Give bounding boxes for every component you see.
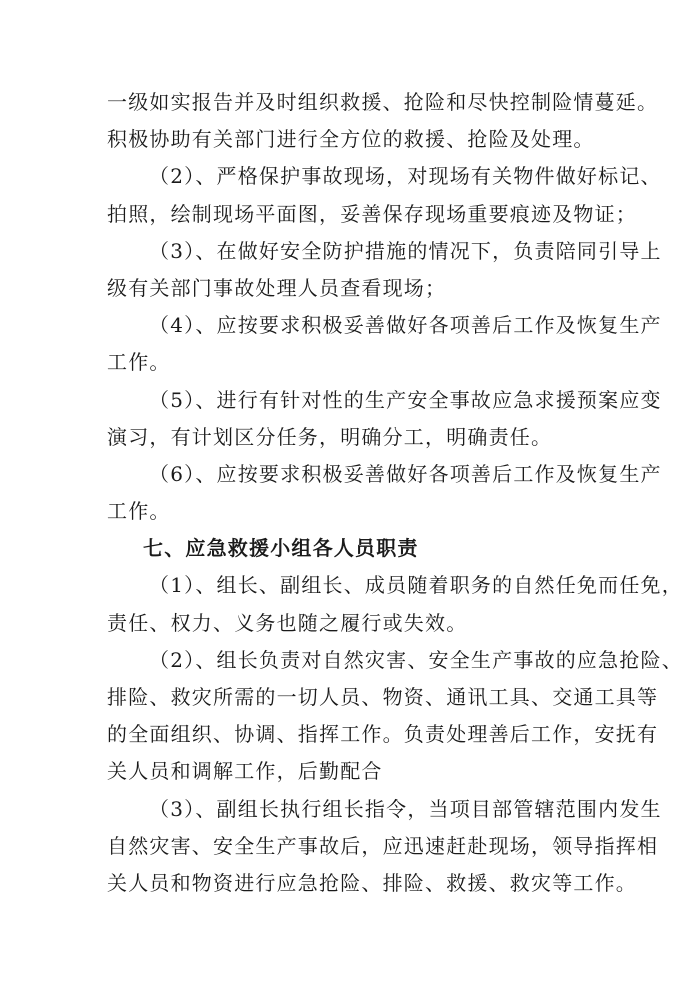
- text-line: （3）、在做好安全防护措施的情况下，负责陪同引导上: [149, 238, 662, 263]
- document-page: [107, 84, 683, 902]
- section-heading: 七、应急救援小组各人员职责: [143, 536, 419, 561]
- text-line: 排险、救灾所需的一切人员、物资、通讯工具、交通工具等: [107, 685, 659, 709]
- text-line: （1）、组长、副组长、成员随着职务的自然任免而任免，: [149, 573, 683, 598]
- text-line: 演习，有计划区分任务，明确分工，明确责任。: [107, 424, 553, 449]
- text-line: 一级如实报告并及时组织救援、抢险和尽快控制险情蔓延。: [107, 90, 659, 114]
- text-line: 级有关部门事故处理人员查看现场；: [107, 275, 447, 300]
- text-line: 工作。: [107, 350, 171, 375]
- text-line: （4）、应按要求积极妥善做好各项善后工作及恢复生产: [149, 313, 662, 338]
- text-line: （3）、副组长执行组长指令，当项目部管辖范围内发生: [149, 796, 662, 821]
- text-line: （5）、进行有针对性的生产安全事故应急求援预案应变: [149, 387, 662, 412]
- text-line: 积极协助有关部门进行全方位的救援、抢险及处理。: [107, 127, 595, 152]
- text-line: 责任、权力、义务也随之履行或失效。: [107, 610, 468, 635]
- text-line: 关人员和物资进行应急抢险、排险、救援、救灾等工作。: [107, 870, 637, 895]
- text-line: 拍照，绘制现场平面图，妥善保存现场重要痕迹及物证；: [107, 201, 637, 226]
- text-line: 工作。: [107, 499, 171, 524]
- text-line: （2）、组长负责对自然灾害、安全生产事故的应急抢险、: [149, 647, 683, 672]
- text-line: 自然灾害、安全生产事故后，应迅速赶赴现场，领导指挥相: [107, 833, 659, 858]
- text-line: 关人员和调解工作，后勤配合: [107, 759, 383, 784]
- text-line: （6）、应按要求积极妥善做好各项善后工作及恢复生产: [149, 461, 662, 486]
- text-line: （2）、严格保护事故现场，对现场有关物件做好标记、: [149, 164, 662, 189]
- text-line: 的全面组织、协调、指挥工作。负责处理善后工作，安抚有: [107, 722, 659, 747]
